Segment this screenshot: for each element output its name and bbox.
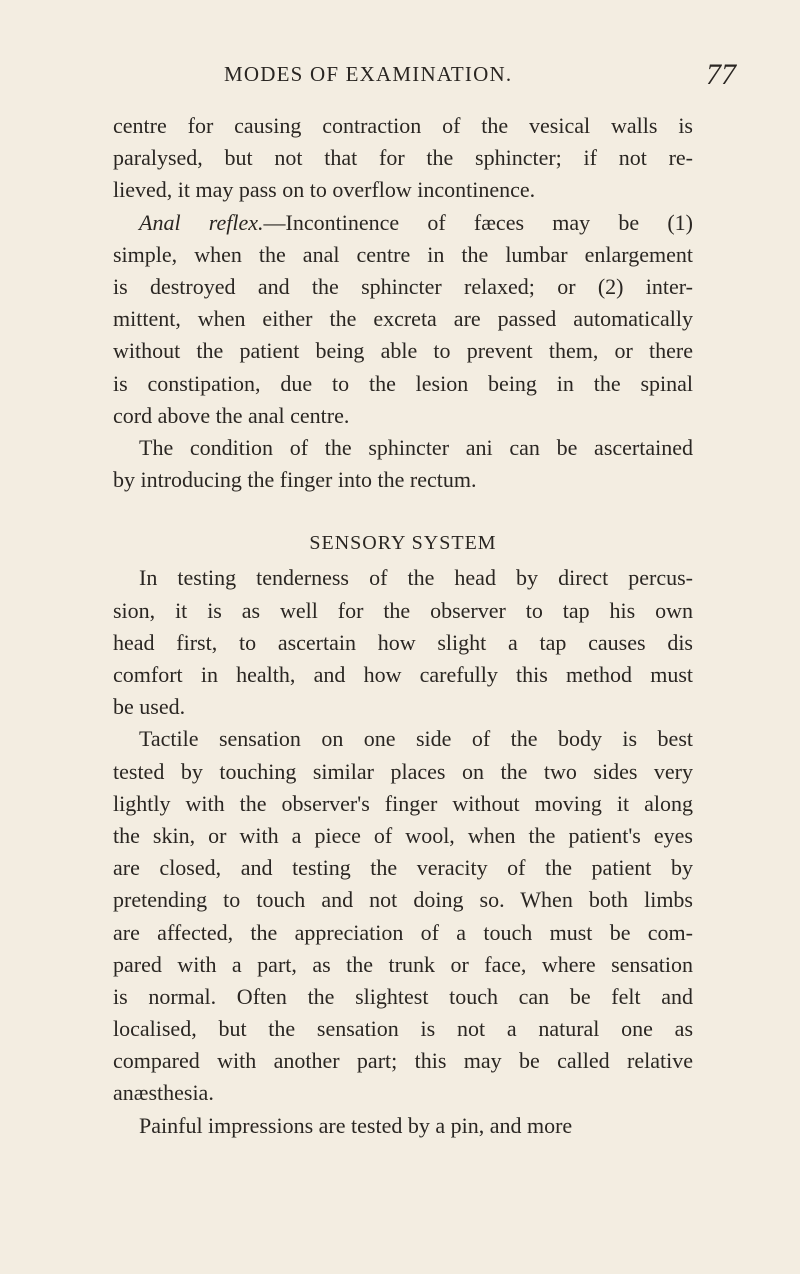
paragraph xyxy=(113,432,693,496)
text-line: tested by touching similar places on the two sides very xyxy=(113,758,693,784)
paragraph xyxy=(113,723,693,1109)
text-line: lieved, it may pass on to overflow incontinence. xyxy=(113,177,536,203)
text-line: are closed, and testing the veracity of the patient by xyxy=(113,855,693,881)
text-line: without the patient being able to prevent them, or there xyxy=(113,338,693,364)
text-run: —Incontinence of fæces may be (1) xyxy=(263,209,693,235)
body-text xyxy=(113,110,693,1142)
text-line: mittent, when either the excreta are passed automatically xyxy=(113,306,693,332)
paragraph xyxy=(113,207,693,432)
text-line: simple, when the anal centre in the lumbar enlargement xyxy=(113,241,693,267)
text-line: paralysed, but not that for the sphincter; if not re- xyxy=(113,145,693,171)
text-line: localised, but the sensation is not a natural one as xyxy=(113,1016,693,1042)
text-line: is constipation, due to the lesion being in the spinal xyxy=(113,370,693,396)
running-title: MODES OF EXAMINATION. xyxy=(224,62,513,86)
text-line: compared with another part; this may be called relative xyxy=(113,1048,693,1074)
text-line: the skin, or with a piece of wool, when the patient's eyes xyxy=(113,822,693,848)
italic-lead: Anal reflex. xyxy=(139,209,264,235)
text-line: Painful impressions are tested by a pin, and more xyxy=(139,1112,573,1138)
page-number: 77 xyxy=(706,58,736,91)
text-line: anæsthesia. xyxy=(113,1080,214,1106)
running-head xyxy=(0,58,800,98)
text-line: lightly with the observer's finger without moving it along xyxy=(113,790,693,816)
text-line: sion, it is as well for the observer to tap his own xyxy=(113,597,693,623)
text-line: cord above the anal centre. xyxy=(113,402,350,428)
text-line: is destroyed and the sphincter relaxed; or (2) inter- xyxy=(113,273,693,299)
text-line: comfort in health, and how carefully this method must xyxy=(113,662,693,687)
text-line: pared with a part, as the trunk or face, where sensation xyxy=(113,951,693,977)
text-line: is normal. Often the slightest touch can be felt and xyxy=(113,983,693,1009)
text-line: head first, to ascertain how slight a tap causes dis xyxy=(113,629,693,655)
paragraph xyxy=(113,562,693,723)
paragraph xyxy=(113,110,693,207)
text-line: pretending to touch and not doing so. When both limbs xyxy=(113,887,693,913)
text-line: Tactile sensation on one side of the body is best xyxy=(139,726,693,752)
text-line: The condition of the sphincter ani can be ascertained xyxy=(139,434,693,460)
text-line: by introducing the finger into the rectum. xyxy=(113,467,477,493)
text-line: be used. xyxy=(113,694,186,720)
text-line: are affected, the appreciation of a touch must be com- xyxy=(113,919,693,945)
text-line: In testing tenderness of the head by direct percus- xyxy=(139,565,693,591)
text-line xyxy=(113,207,693,239)
section-heading: SENSORY SYSTEM xyxy=(309,532,497,555)
text-line: centre for causing contraction of the vesical walls is xyxy=(113,113,693,138)
paragraph xyxy=(113,1110,693,1142)
